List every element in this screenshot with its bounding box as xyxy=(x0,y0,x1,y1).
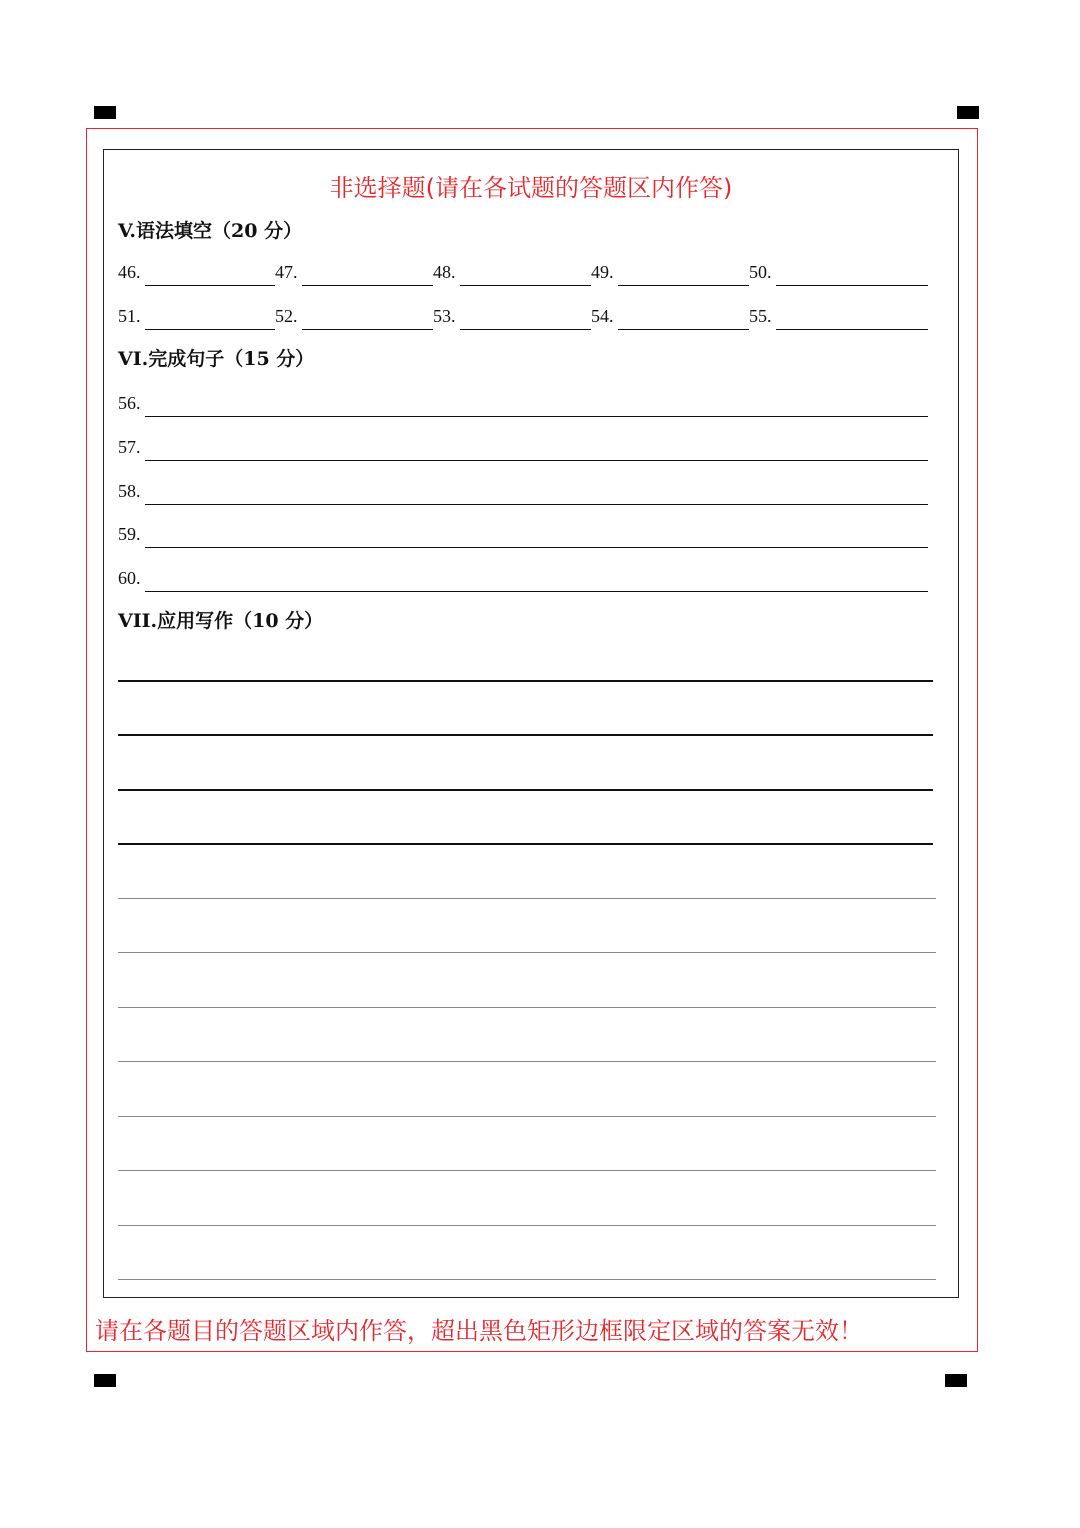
answer-line xyxy=(302,329,433,330)
blank-50[interactable] xyxy=(749,256,928,288)
blank-49[interactable] xyxy=(591,256,749,288)
answer-line xyxy=(145,460,928,461)
answer-line xyxy=(618,329,749,330)
alignment-marker-top-left xyxy=(94,106,116,119)
sentence-57[interactable] xyxy=(118,431,928,463)
blank-row-1 xyxy=(118,256,928,288)
writing-line-3[interactable] xyxy=(118,789,933,791)
answer-line xyxy=(460,329,591,330)
writing-line-2[interactable] xyxy=(118,734,933,736)
blank-row-2 xyxy=(118,300,928,332)
warning-footer: 请在各题目的答题区域内作答，超出黑色矩形边框限定区域的答案无效！ xyxy=(95,1317,863,1345)
question-number: 55. xyxy=(749,306,772,326)
writing-line-1[interactable] xyxy=(118,680,933,682)
question-number: 46. xyxy=(118,262,141,282)
blank-54[interactable] xyxy=(591,300,749,332)
answer-line xyxy=(145,547,928,548)
writing-line-10[interactable] xyxy=(118,1170,936,1171)
section-writing-heading: VII.应用写作（10 分） xyxy=(118,610,324,632)
sentence-59[interactable] xyxy=(118,518,928,550)
blank-48[interactable] xyxy=(433,256,591,288)
question-number: 50. xyxy=(749,262,772,282)
sentence-56[interactable] xyxy=(118,387,928,419)
question-number: 49. xyxy=(591,262,614,282)
blank-55[interactable] xyxy=(749,300,928,332)
question-number: 52. xyxy=(275,306,298,326)
sentence-60[interactable] xyxy=(118,562,928,594)
writing-line-4[interactable] xyxy=(118,843,933,845)
answer-line xyxy=(776,285,928,286)
writing-line-5[interactable] xyxy=(118,898,936,899)
writing-line-12[interactable] xyxy=(118,1279,936,1280)
answer-line xyxy=(618,285,749,286)
answer-line xyxy=(460,285,591,286)
writing-line-11[interactable] xyxy=(118,1225,936,1226)
writing-line-7[interactable] xyxy=(118,1007,936,1008)
sentence-58[interactable] xyxy=(118,475,928,507)
question-number: 58. xyxy=(118,481,141,501)
page-title: 非选择题(请在各试题的答题区内作答) xyxy=(329,174,733,202)
blank-47[interactable] xyxy=(275,256,433,288)
question-number: 59. xyxy=(118,524,141,544)
question-number: 57. xyxy=(118,437,141,457)
section-grammar-fill-heading: V.语法填空（20 分） xyxy=(118,220,303,242)
answer-line xyxy=(302,285,433,286)
answer-line xyxy=(145,285,275,286)
answer-line xyxy=(145,329,275,330)
writing-line-6[interactable] xyxy=(118,952,936,953)
answer-line xyxy=(776,329,928,330)
question-number: 51. xyxy=(118,306,141,326)
blank-51[interactable] xyxy=(118,300,275,332)
question-number: 54. xyxy=(591,306,614,326)
blank-46[interactable] xyxy=(118,256,275,288)
question-number: 60. xyxy=(118,568,141,588)
blank-52[interactable] xyxy=(275,300,433,332)
alignment-marker-bottom-right xyxy=(945,1374,967,1387)
writing-line-8[interactable] xyxy=(118,1061,936,1062)
alignment-marker-bottom-left xyxy=(94,1374,116,1387)
question-number: 48. xyxy=(433,262,456,282)
answer-line xyxy=(145,591,928,592)
question-number: 53. xyxy=(433,306,456,326)
question-number: 56. xyxy=(118,393,141,413)
section-complete-sentences-heading: VI.完成句子（15 分） xyxy=(118,348,315,370)
writing-line-9[interactable] xyxy=(118,1116,936,1117)
answer-line xyxy=(145,416,928,417)
blank-53[interactable] xyxy=(433,300,591,332)
question-number: 47. xyxy=(275,262,298,282)
answer-line xyxy=(145,504,928,505)
alignment-marker-top-right xyxy=(957,106,979,119)
